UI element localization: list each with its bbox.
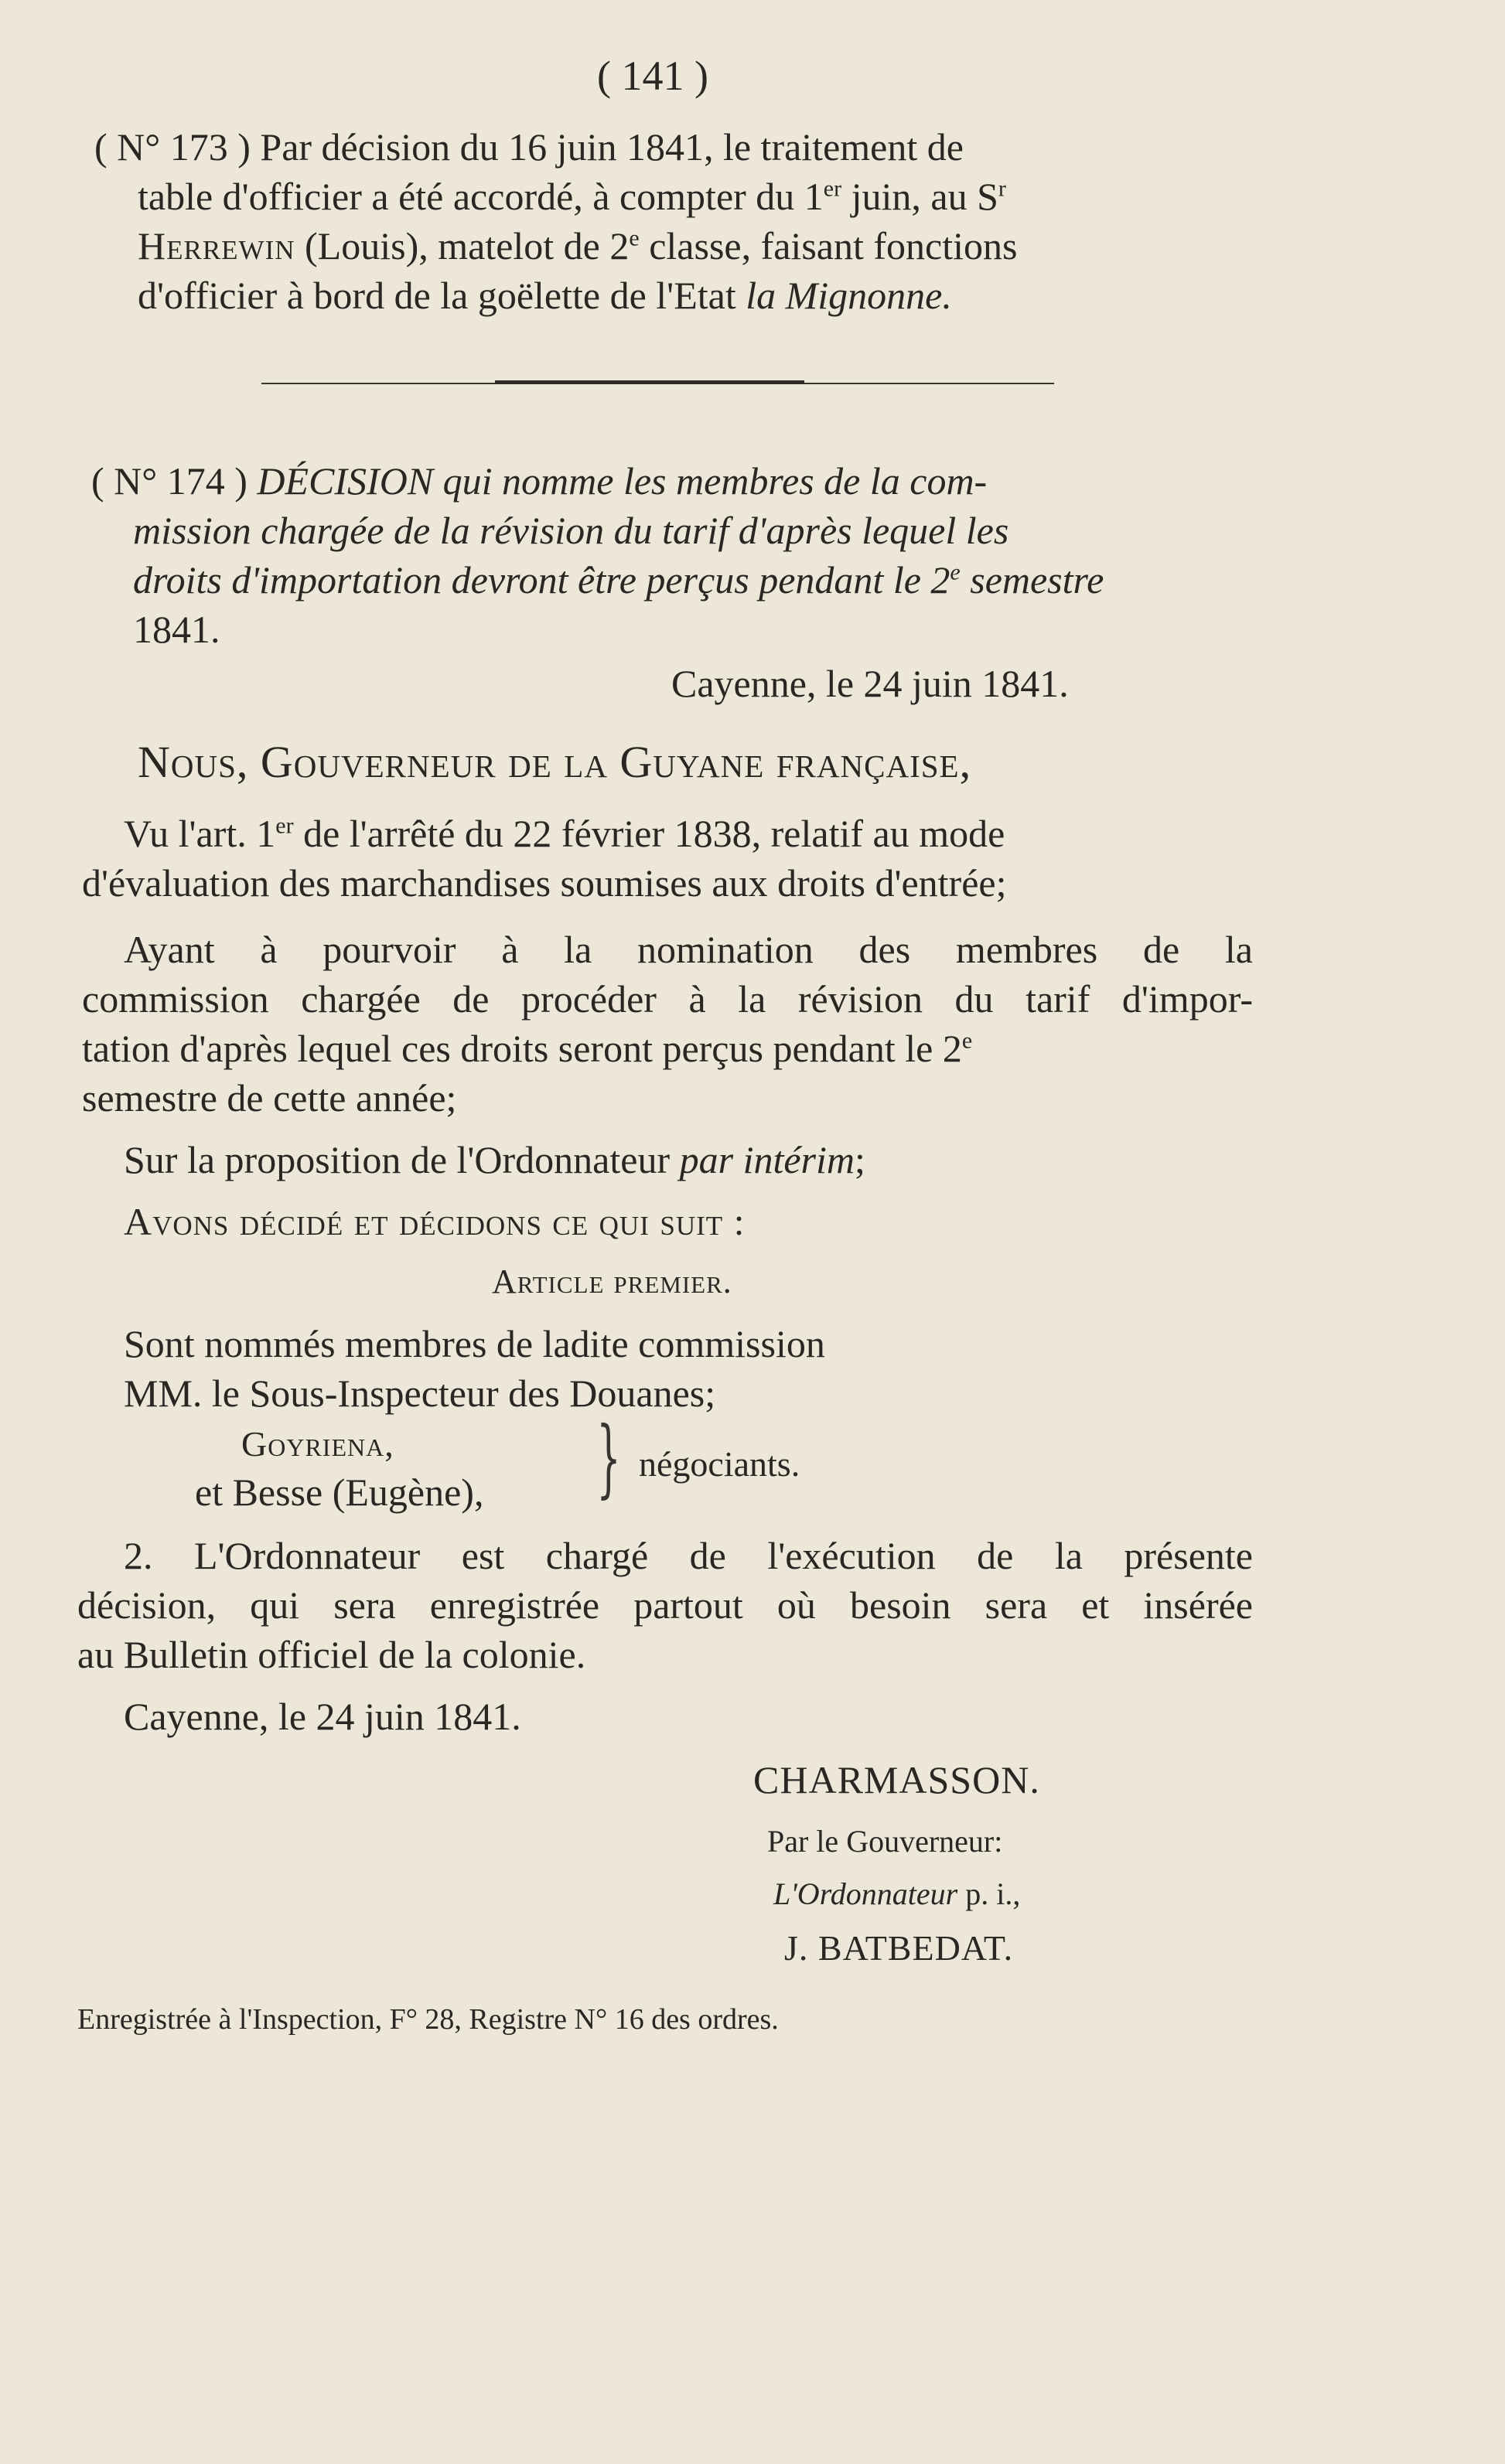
vu-line1: Vu l'art. 1er de l'arrêté du 22 février 1838, relatif au mode — [124, 812, 1005, 855]
entry-173-line4: d'officier à bord de la goëlette de l'Etat la Mignonne. — [138, 274, 952, 317]
entry-173-line2: table d'officier a été accordé, à compter du 1er juin, au $S^r$ — [138, 175, 1006, 218]
mm-line: MM. le Sous-Inspecteur des Douanes; — [124, 1372, 716, 1415]
goyriena-line: Goyriena, — [241, 1424, 394, 1464]
entry-173-number: ( N° 173 ) — [94, 125, 251, 169]
ayant-line3: tation d'après lequel ces droits seront perçus pendant le 2e — [82, 1027, 973, 1070]
avons-line: Avons décidé et décidons ce qui suit : — [124, 1200, 746, 1243]
signature-charmasson: CHARMASSON. — [753, 1758, 1040, 1801]
sur-line: Sur la proposition de l'Ordonnateur par intérim; — [124, 1138, 865, 1181]
dateline: Cayenne, le 24 juin 1841. — [671, 662, 1069, 705]
nous-line: Nous, Gouverneur de la Guyane française, — [138, 737, 972, 787]
entry-174-line1 — [91, 456, 987, 506]
signature-batbedat: J. BATBEDAT. — [784, 1928, 1014, 1968]
entry-174-line4: 1841. — [133, 608, 220, 651]
ayant-line1: Ayant à pourvoir à la nomination des membres de la — [124, 928, 1253, 971]
entry-173-line3: Herrewin (Louis), matelot de 2e classe, faisant fonctions — [138, 224, 1018, 268]
brace-icon: } — [596, 1408, 621, 1507]
page-number: ( 141 ) — [597, 53, 708, 99]
entry-174-number: ( N° 174 ) — [91, 459, 247, 503]
entry-174-line2: mission chargée de la révision du tarif d'après lequel les — [133, 509, 1009, 552]
art2-line3: au Bulletin officiel de la colonie. — [77, 1633, 586, 1676]
closing-dateline: Cayenne, le 24 juin 1841. — [124, 1695, 521, 1738]
ayant-line4: semestre de cette année; — [82, 1076, 457, 1120]
art2-line1: 2. L'Ordonnateur est chargé de l'exécution de la présente — [124, 1534, 1253, 1577]
ayant-line2: commission chargée de procéder à la révision du tarif d'impor- — [82, 977, 1253, 1021]
registry-note: Enregistrée à l'Inspection, F° 28, Registre N° 16 des ordres. — [77, 2003, 779, 2036]
sont-line: Sont nommés membres de ladite commission — [124, 1322, 825, 1365]
sailor-name: Herrewin — [138, 224, 295, 268]
ordonnateur-line: L'Ordonnateur p. i., — [773, 1876, 1021, 1911]
besse-line: et Besse (Eugène), — [195, 1471, 484, 1514]
negociants-label: négociants. — [639, 1444, 800, 1484]
vu-line2: d'évaluation des marchandises soumises aux droits d'entrée; — [82, 861, 1007, 905]
entry-173-line1: ( N° 173 ) Par décision du 16 juin 1841, le traitement de — [94, 125, 964, 169]
par-le-gouverneur: Par le Gouverneur: — [767, 1824, 1003, 1859]
entry-174-line3: droits d'importation devront être perçus pendant le 2e semestre — [133, 558, 1104, 602]
art2-line2: décision, qui sera enregistrée partout où besoin sera et insérée — [77, 1583, 1253, 1627]
decision-title: DÉCISION qui nomme les membres de la com- — [257, 459, 988, 503]
article-heading: Article premier. — [492, 1263, 732, 1300]
separator-ornament — [495, 380, 804, 384]
ship-name: la Mignonne. — [746, 274, 952, 317]
